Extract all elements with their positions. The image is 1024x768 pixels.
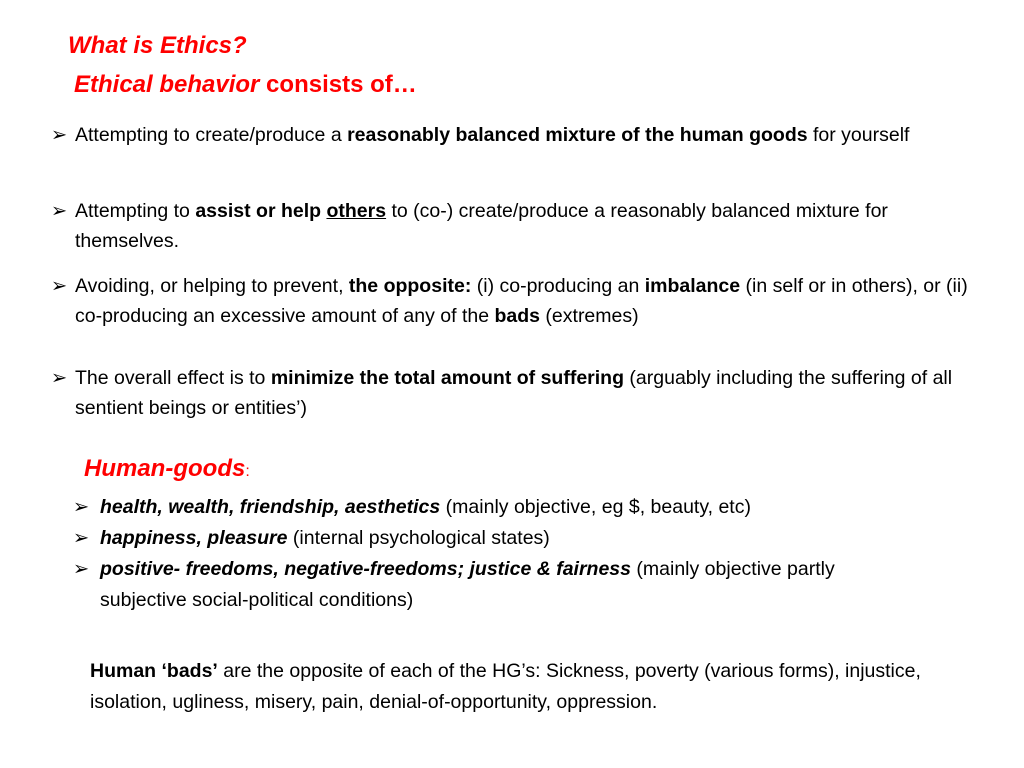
title-line-1: What is Ethics? [68, 32, 247, 59]
human-goods-item-3-rest: (mainly objective partly subjective social-political conditions) [100, 558, 835, 611]
arrow-bullet-icon: ➢ [50, 124, 68, 146]
human-bads-label: Human ‘bads’ [90, 660, 218, 682]
human-goods-heading-text: Human-goods [84, 455, 246, 482]
bullet-1-bold: reasonably balanced mixture of the human goods [347, 124, 808, 146]
bullet-3-bold-2: imbalance [644, 275, 741, 297]
bullet-item-4 [48, 363, 1008, 423]
human-bads-paragraph [90, 656, 950, 717]
arrow-bullet-icon: ➢ [72, 558, 90, 580]
bullet-3-text-end: (extremes) [540, 305, 639, 327]
arrow-bullet-icon: ➢ [50, 367, 68, 389]
bullet-3-bold-3: bads [494, 305, 541, 327]
bullet-4-text-end: (arguably including the suffering of all sentient beings or entities’) [75, 367, 953, 419]
human-goods-item-3 [70, 554, 970, 616]
bullet-3-bold-1: the opposite: [348, 275, 472, 297]
bullet-item-1 [48, 120, 1008, 150]
bullet-3-text: Avoiding, or helping to prevent, [75, 275, 349, 297]
human-goods-item-1-rest: (mainly objective, eg $, beauty, etc) [440, 496, 751, 518]
arrow-bullet-icon: ➢ [50, 275, 68, 297]
human-goods-heading [84, 455, 250, 483]
arrow-bullet-icon: ➢ [72, 527, 90, 549]
title-rest: consists of… [259, 71, 417, 98]
human-goods-item-3-emph: positive- freedoms, negative-freedoms; justice & fairness [100, 558, 631, 580]
bullet-item-2 [48, 196, 1008, 256]
bullet-1-text-end: for yourself [807, 124, 910, 146]
bullet-4-bold: minimize the total amount of suffering [270, 367, 624, 389]
title-line-2 [74, 71, 417, 99]
bullet-1-text: Attempting to create/produce a [75, 124, 348, 146]
human-goods-item-1-emph: health, wealth, friendship, aesthetics [100, 496, 441, 518]
bullet-4-text: The overall effect is to [75, 367, 271, 389]
human-goods-item-2-rest: (internal psychological states) [287, 527, 550, 549]
bullet-3-text-3: (in self or in others), or (ii) co-producing an excessive amount of any of the [75, 275, 968, 327]
bullet-2-text-end: to (co-) create/produce a reasonably balanced mixture for themselves. [75, 200, 888, 252]
arrow-bullet-icon: ➢ [50, 200, 68, 222]
bullet-2-underlined: others [326, 200, 387, 222]
bullet-2-text: Attempting to [75, 200, 196, 222]
bullet-item-3 [48, 271, 1008, 331]
human-goods-item-1 [70, 492, 970, 523]
human-goods-item-2 [70, 523, 970, 554]
bullet-3-text-2: (i) co-producing an [471, 275, 645, 297]
human-goods-item-2-emph: happiness, pleasure [100, 527, 288, 549]
arrow-bullet-icon: ➢ [72, 496, 90, 518]
human-bads-text: are the opposite of each of the HG’s: Sickness, poverty (various forms), injustice, isolation, ugliness, misery, pain, denial-of-opportunity, oppression. [90, 660, 921, 713]
title-emphasis: Ethical behavior [74, 71, 260, 98]
human-goods-colon: : [245, 463, 250, 480]
bullet-2-bold: assist or help [195, 200, 322, 222]
